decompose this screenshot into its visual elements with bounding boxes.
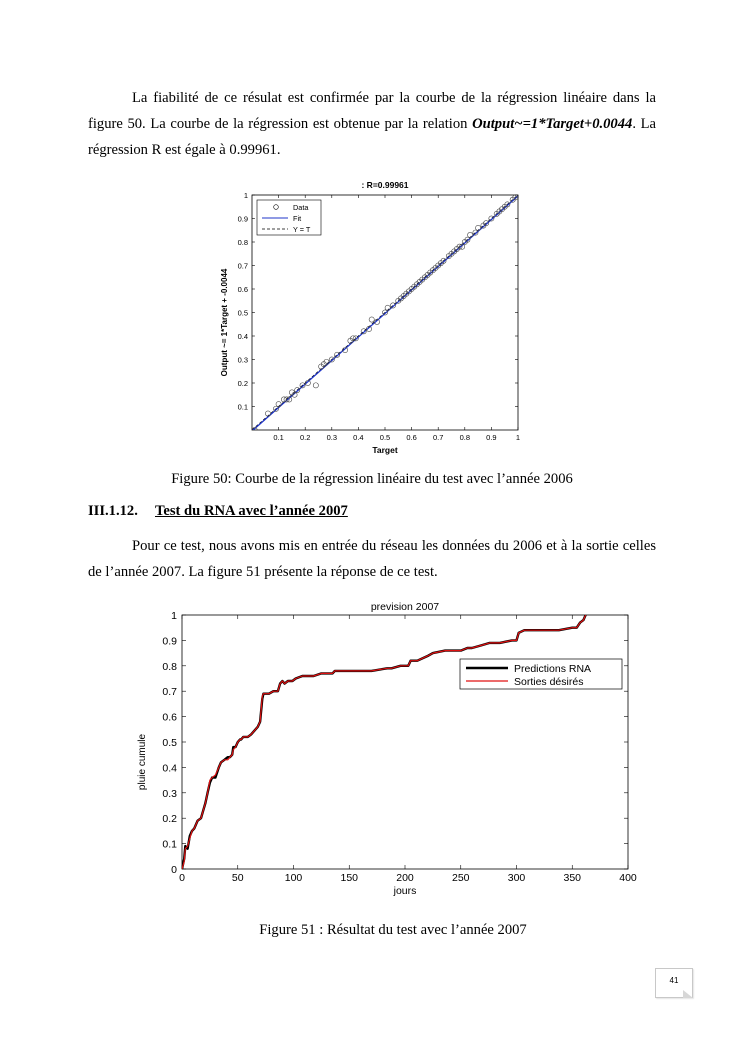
page-number: 41 bbox=[669, 976, 679, 985]
x-axis-label: jours bbox=[393, 885, 417, 897]
x-tick-label: 0.9 bbox=[486, 433, 497, 442]
section-number: III.1.12. bbox=[88, 503, 138, 519]
x-tick-label: 1 bbox=[515, 433, 521, 442]
y-tick-label: 0.2 bbox=[162, 813, 177, 826]
y-axis-label: pluie cumule bbox=[137, 733, 148, 791]
y-axis-label: Output ~= 1*Target + -0.0044 bbox=[220, 268, 229, 377]
y-tick-label: 0.1 bbox=[162, 838, 177, 851]
paragraph-2-text: Pour ce test, nous avons mis en entrée du réseau les données du 2006 et à la sortie celles de l’année 2007. La figure 51 présente la réponse de ce test. bbox=[88, 538, 656, 580]
figure-50-caption: Figure 50: Courbe de la régression linéaire du test avec l’année 2006 bbox=[171, 471, 573, 487]
x-tick-label: 0.3 bbox=[326, 433, 338, 442]
y-tick-label: 0.5 bbox=[162, 737, 177, 749]
y-tick-label: 0.7 bbox=[162, 686, 177, 699]
y-tick-label: 0.3 bbox=[162, 787, 177, 800]
section-title: Test du RNA avec l’année 2007 bbox=[155, 503, 348, 519]
x-tick-label: 200 bbox=[396, 872, 414, 884]
x-tick-label: 100 bbox=[284, 872, 303, 884]
x-tick-label: 250 bbox=[451, 872, 470, 884]
y-tick-label: 0.6 bbox=[162, 711, 177, 724]
x-tick-label: 300 bbox=[507, 872, 526, 884]
y-tick-label: 0.1 bbox=[237, 402, 248, 412]
figure-51-caption: Figure 51 : Résultat du test avec l’année 2007 bbox=[259, 922, 527, 938]
y-tick-label: 0.7 bbox=[237, 261, 248, 271]
paragraph-test-2007 bbox=[88, 533, 656, 585]
chart-title: : R=0.99961 bbox=[361, 180, 409, 190]
chart-title: prevision 2007 bbox=[370, 601, 440, 613]
x-tick-label: 0.5 bbox=[379, 433, 391, 442]
page-corner-fold bbox=[683, 990, 693, 998]
y-tick-label: 1 bbox=[243, 191, 248, 200]
x-tick-label: 0.1 bbox=[273, 433, 284, 442]
paragraph-text-start: La fiabilité de ce résulat est confirmée par la courbe de la régression linéaire dans la figure 50. La courbe de la régression est obtenue par la relation bbox=[88, 90, 656, 132]
y-tick-label: 0.2 bbox=[237, 379, 248, 388]
page-number-box bbox=[655, 968, 693, 998]
legend-predictions-label: Predictions RNA bbox=[514, 663, 592, 675]
y-tick-label: 0.9 bbox=[162, 635, 177, 648]
y-tick-label: 0.8 bbox=[162, 660, 177, 673]
y-tick-label: 0.8 bbox=[237, 238, 248, 247]
plot-frame bbox=[182, 615, 628, 869]
x-tick-label: 0.8 bbox=[459, 433, 471, 442]
y-tick-label: 0 bbox=[171, 864, 177, 876]
y-tick-label: 0.4 bbox=[162, 762, 177, 775]
x-tick-label: 50 bbox=[231, 872, 244, 884]
paragraph-text-end: . La régression R est égale à 0.99961. bbox=[88, 116, 656, 158]
x-axis-label: Target bbox=[372, 445, 398, 455]
legend-data-label: Data bbox=[293, 203, 309, 212]
legend-fit-label: Fit bbox=[293, 214, 302, 223]
x-tick-label: 150 bbox=[340, 872, 359, 884]
paragraph-regression bbox=[88, 85, 656, 163]
x-tick-label: 0.7 bbox=[432, 433, 444, 442]
prevision-chart bbox=[130, 592, 650, 904]
section-heading bbox=[88, 503, 348, 520]
x-tick-label: 0.2 bbox=[299, 433, 311, 442]
x-tick-label: 0.4 bbox=[353, 433, 364, 442]
y-tick-label: 0.4 bbox=[237, 332, 248, 341]
y-tick-label: 0.6 bbox=[237, 285, 248, 294]
regression-chart bbox=[212, 172, 532, 462]
y-tick-label: 0.5 bbox=[237, 308, 248, 318]
y-tick-label: 0.9 bbox=[237, 214, 248, 224]
x-tick-label: 0 bbox=[179, 872, 185, 884]
x-tick-label: 0.6 bbox=[406, 433, 417, 442]
x-tick-label: 400 bbox=[619, 872, 637, 884]
regression-formula: Output~=1*Target+0.0044 bbox=[472, 116, 633, 132]
legend-desired-label: Sorties désirés bbox=[514, 676, 584, 688]
x-tick-label: 350 bbox=[563, 872, 582, 884]
legend-identity-label: Y = T bbox=[293, 225, 311, 234]
y-tick-label: 1 bbox=[171, 610, 177, 622]
y-tick-label: 0.3 bbox=[237, 355, 248, 365]
